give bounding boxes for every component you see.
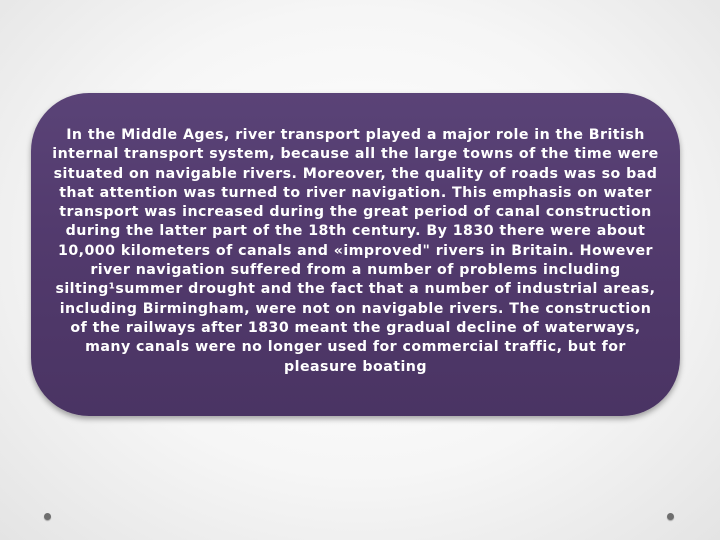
text-panel: [31, 93, 680, 416]
decorative-dot-left: [44, 513, 51, 520]
body-text: In the Middle Ages, river transport played a major role in the British internal transport system, because all the large towns of the time were situated on navigable rivers. Moreover, the quality of roads was so bad that attention was turned to river navigation. This emphasis on water transport was increased during the great period of canal construction during the latter part of the 18th century. By 1830 there were about 10,000 kilometers of canals and «improved" rivers in Britain. However river navigation suffered from a number of problems including silting¹summer drought and the fact that a number of industrial areas, including Birmingham, were not on navigable rivers. The construction of the railways after 1830 meant the gradual decline of waterways, many canals were no longer used for commercial traffic, but for pleasure boating: [52, 127, 659, 375]
decorative-dot-right: [667, 513, 674, 520]
